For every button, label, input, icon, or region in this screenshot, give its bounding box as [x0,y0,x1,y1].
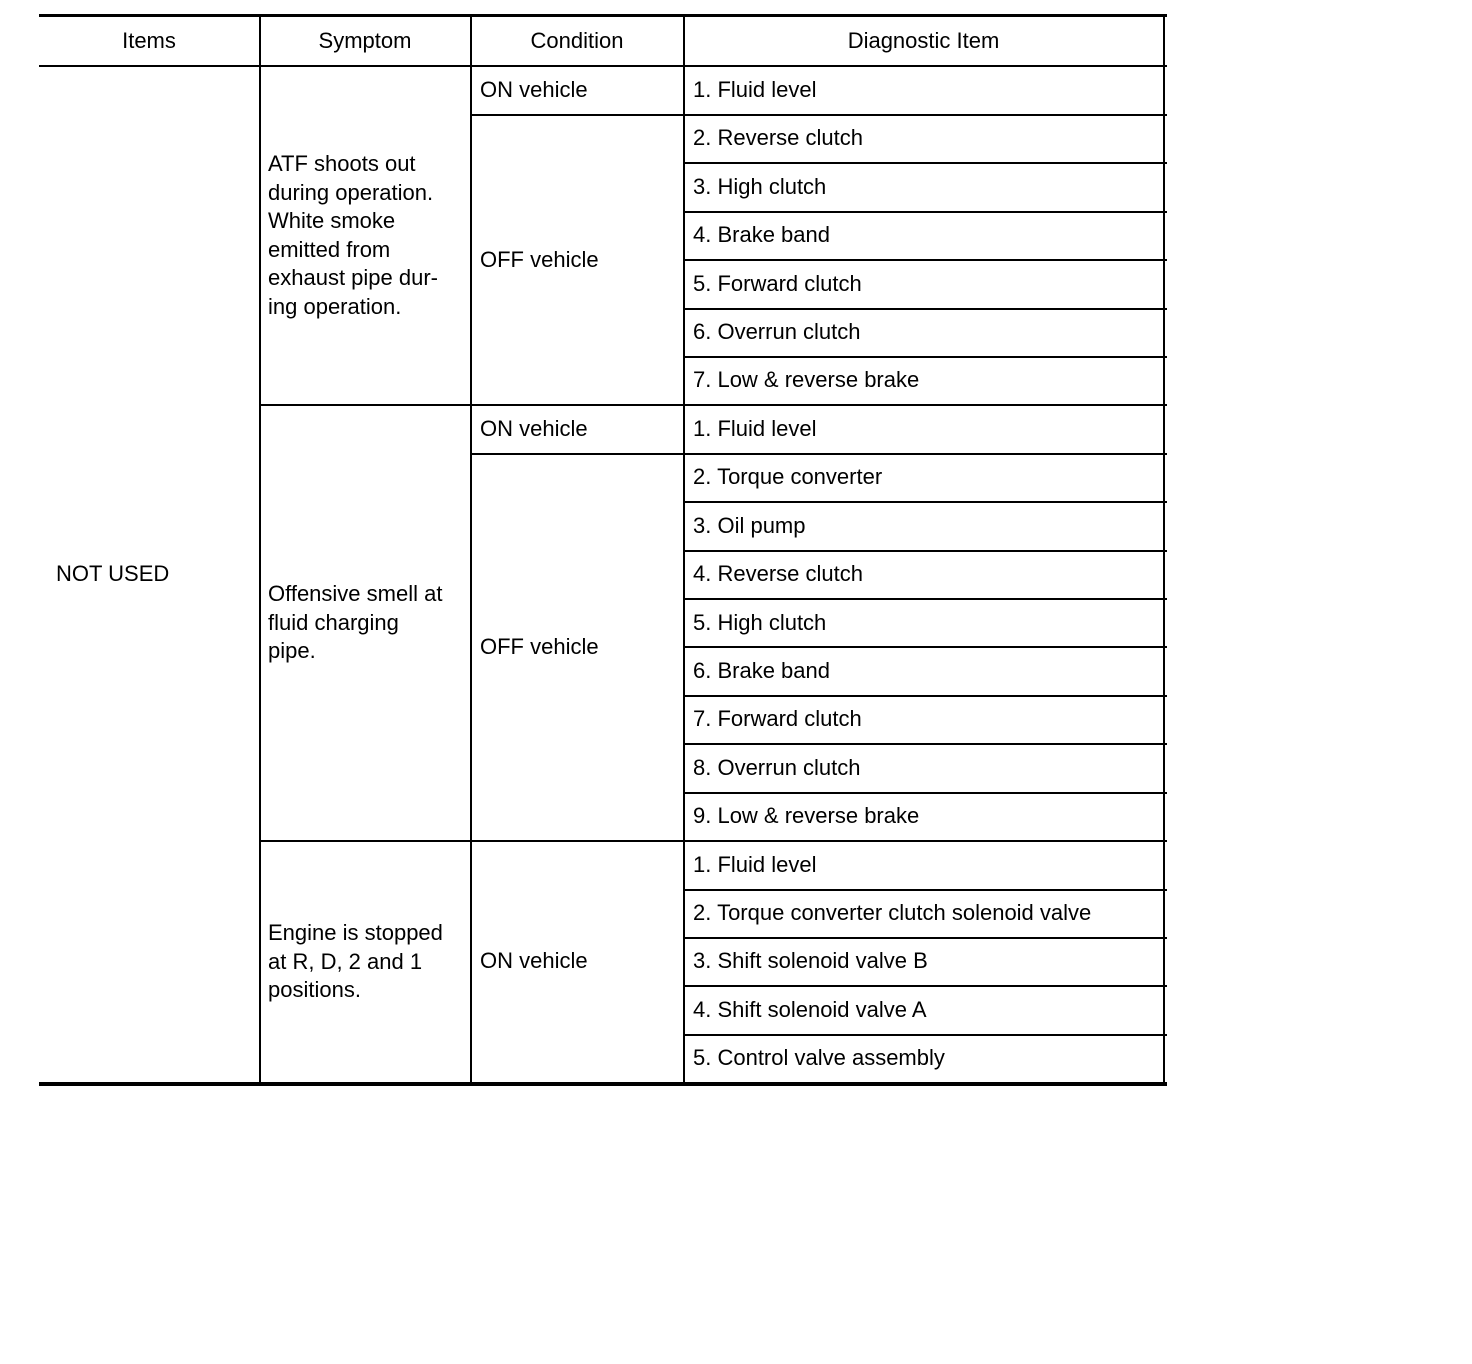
diagnostic-item: 3. Shift solenoid valve B [693,948,928,973]
table-bottom-rule [39,1082,1167,1086]
diagnostic-item: 4. Shift solenoid valve A [693,997,927,1022]
symptom-text: ATF shoots out during operation. White smoke emitted from exhaust pipe dur- ing operation. [268,151,438,319]
diagnostic-item: 3. High clutch [693,174,827,199]
condition-label: ON vehicle [480,77,588,102]
diagnostic-item: 9. Low & reverse brake [693,803,920,828]
row-divider [684,501,1167,503]
symptom-text: Offensive smell at fluid charging pipe. [268,581,443,664]
diagnostic-item: 6. Brake band [693,658,830,683]
row-divider [684,308,1167,310]
row-divider [684,792,1167,794]
diagnostic-item: 1. Fluid level [693,852,817,877]
row-divider [684,985,1167,987]
row-divider [684,646,1167,648]
condition-label: ON vehicle [480,416,588,441]
diagnostic-item: 4. Brake band [693,222,830,247]
diagnostic-item: 5. Control valve assembly [693,1045,945,1070]
row-divider [684,114,1167,116]
diagnostic-table [39,14,1167,1086]
column-rule [259,14,261,1084]
diagnostic-item: 8. Overrun clutch [693,755,861,780]
group-divider [260,840,1167,842]
diagnostic-item: 4. Reverse clutch [693,561,863,586]
row-divider [684,937,1167,939]
table-top-rule [39,14,1167,17]
group-divider [260,404,1167,406]
row-divider [684,356,1167,358]
condition-label: OFF vehicle [480,634,599,659]
column-rule [683,14,685,1084]
row-divider [684,1034,1167,1036]
diagnostic-item: 2. Torque converter clutch solenoid valve [693,900,1092,925]
row-divider [684,453,1167,455]
diagnostic-item: 1. Fluid level [693,77,817,102]
condition-divider [471,114,684,116]
row-divider [684,743,1167,745]
header-diagnostic-item: Diagnostic Item [847,28,1000,53]
diagnostic-item: 6. Overrun clutch [693,319,861,344]
item-label: NOT USED [56,561,170,586]
column-rule [470,14,472,1084]
diagnostic-item: 7. Low & reverse brake [693,367,920,392]
row-divider [684,889,1167,891]
row-divider [684,259,1167,261]
diagnostic-item: 3. Oil pump [693,513,806,538]
diagnostic-item: 2. Torque converter [693,464,883,489]
row-divider [684,598,1167,600]
diagnostic-item: 2. Reverse clutch [693,125,863,150]
condition-divider [471,453,684,455]
diagnostic-item: 5. High clutch [693,610,827,635]
diagnostic-item: 5. Forward clutch [693,271,862,296]
row-divider [684,695,1167,697]
condition-label: OFF vehicle [480,247,599,272]
row-divider [684,162,1167,164]
column-rule [1163,14,1165,1084]
symptom-text: Engine is stopped at R, D, 2 and 1 positions. [268,920,443,1003]
diagnostic-item: 1. Fluid level [693,416,817,441]
header-condition: Condition [530,28,624,53]
row-divider [684,211,1167,213]
condition-label: ON vehicle [480,948,588,973]
header-bottom-rule [39,65,1167,67]
row-divider [684,550,1167,552]
header-items: Items [122,28,176,53]
header-symptom: Symptom [318,28,412,53]
diagnostic-item: 7. Forward clutch [693,706,862,731]
